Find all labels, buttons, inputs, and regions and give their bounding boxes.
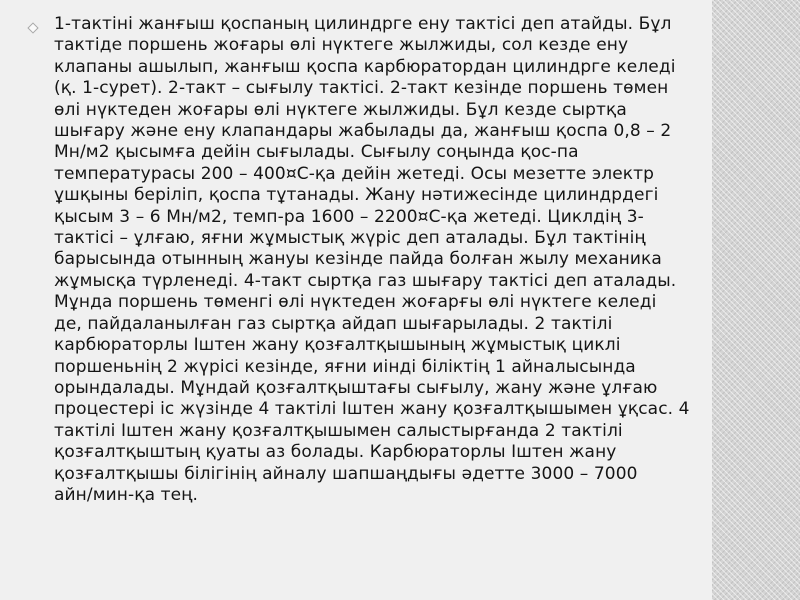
decorative-side-stripe [712,0,800,600]
body-paragraph: 1-тактіні жанғыш қоспаның цилиндрге ену тактісі деп атайды. Бұл тактіде поршень жоғары өлі нүктеге жылжиды, сол кезде ену клапаны ашылып, жанғыш қоспа карбюратордан цилиндрге келеді (қ. 1-сурет). 2-такт – сығылу тактісі. 2-такт кезінде поршень төмен өлі нүктеден жоғары өлі нүктеге жылжиды. Бұл кезде сыртқа шығару және ену клапандары жабылады да, жанғыш қоспа 0,8 – 2 Мн/м2 қысымға дейін сығылады. Сығылу соңында қос-па температурасы 200 – 400¤С-қа дейін жетеді. Осы мезетте электр ұшқыны беріліп, қоспа тұтанады. Жану нәтижесінде цилиндрдегі қысым 3 – 6 Мн/м2, темп-ра 1600 – 2200¤С-қа жетеді. Циклдің 3- тактісі – ұлғаю, яғни жұмыстық жүріс деп аталады. Бұл тактінің барысында отынның жануы кезінде пайда болған жылу механика жұмысқа түрленеді. 4-такт сыртқа газ шығару тактісі деп аталады. Мұнда поршень төменгі өлі нүктеден жоғарғы өлі нүктеге келеді де, пайдаланылған газ сыртқа айдап шығарылады. 2 тактілі карбюраторлы Іштен жану қозғалтқышының жұмыстық циклі поршеньнің 2 жүрісі кезінде, яғни иінді біліктің 1 айналысында орындалады. Мұндай қозғалтқыштағы сығылу, жану және ұлғаю процестері іс жүзінде 4 тактілі Іштен жану қозғалтқышымен ұқсас. 4 тактілі Іштен жану қозғалтқышымен салыстырғанда 2 тактілі қозғалтқыштың қуаты аз болады. Карбюраторлы Іштен жану қозғалтқышы білігінің айналу шапшаңдығы әдетте 3000 – 7000 айн/мин-қа тең. [54,14,690,505]
diamond-bullet-icon [27,22,38,33]
